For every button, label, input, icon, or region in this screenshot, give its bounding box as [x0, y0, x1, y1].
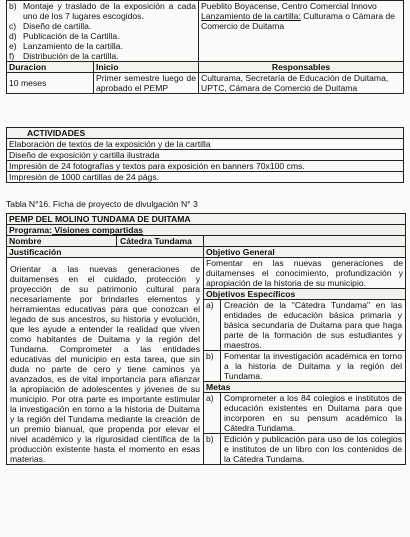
list-item: b) Fomentar la investigación académica en torno a la historia de Duitama y la región del Tundama. [204, 350, 405, 381]
objetivo-general-label: Objetivo General [204, 247, 406, 258]
inicio-value: Primer semestre luego de aprobado el PEMP [94, 73, 199, 94]
responsables-header: Responsables [199, 62, 404, 73]
table-caption: Tabla N°16. Ficha de proyecto de divulgación N° 3 [6, 199, 198, 209]
locations-cell: Pueblito Boyacense, Centro Comercial Innovo Lanzamiento de la cartilla: Culturama o Cámara de Comercio de Duitama [199, 1, 404, 62]
activities-list [9, 1, 196, 61]
list-item: d) Publicación de la Cartilla. [9, 31, 120, 41]
list-item: a) Comprometer a los 84 colegios e institutos de educación existentes en Duitama para que incorporen en su pensum académico la Cátedra Tundama. [206, 393, 402, 433]
activities-title: ACTIVIDADES [7, 128, 404, 139]
table-row: Elaboración de textos de la exposición y de la cartilla [7, 139, 404, 150]
justificacion-label: Justificación [7, 247, 204, 258]
table-row: Diseño de exposición y cartilla ilustrada [7, 150, 404, 161]
launch-location: Lanzamiento de la cartilla: Culturama o Cámara de Comercio de Duitama [201, 11, 395, 31]
table-row: Impresión de 1000 cartillas de 24 págs. [7, 172, 404, 183]
duracion-header: Duracion [7, 62, 94, 73]
list-item: a) Creación de la "Cátedra Tundama" en las entidades de educación básica primaria y básica secundaria de Duitama para que haga parte de la formación de sus estudiantes y maestros. [206, 300, 402, 350]
list-item: b) Edición y publicación para uso de los colegios e institutos de un libro con los contenidos de la Cátedra Tundama. [204, 433, 405, 464]
project-table-continuation [6, 0, 404, 94]
activities-list-cell [7, 1, 199, 62]
list-item: c) Diseño de cartilla. [9, 21, 92, 31]
table-row: Impresión de 24 fotografías y textos para exposición en banners 70x100 cms. [7, 161, 404, 172]
card-title: PEMP DEL MOLINO TUNDAMA DE DUITAMA [7, 214, 406, 225]
nombre-value: Cátedra Tundama [120, 236, 192, 246]
project-card-table [6, 213, 406, 465]
objetivo-general-text: Fomentar en las nuevas generaciones de duitamenses el conocimiento, profundización y apropiación de la historia de su municipio. [204, 258, 406, 289]
metas-label: Metas [204, 382, 406, 393]
list-item: b) Montaje y traslado de la exposición a cada uno de los 7 lugares escogidos. [9, 1, 196, 21]
inicio-header: Inicio [94, 62, 199, 73]
justificacion-text: Orientar a las nuevas generaciones de duitamenses en el cuidado, protección y proyección de su patrimonio cultural para necesariamente por brindarles elementos y herramientas educativas para que conozcan el legado de sus ancestros, su historia y evolución, que les ayude a entender la realidad que viven como habitantes de Duitama y la región del Tundama. Comprometer a las entidades educativas del municipio en esta tarea, que sin duda no parte de cero y tiene caminos ya avanzados, es de vital importancia para afianzar la apropiación de adolescentes y jóvenes de su municipio. Por otra parte es importante estimular la investigación en torno a la historia de Duitama y la región del Tundama mediante la creación de un premio bianual, que propenda por elevar el nivel académico y la rigurosidad científica de la producción existente hasta el momento en esas materias. [7, 258, 204, 465]
nombre-cell [7, 236, 204, 247]
programa-row: Programa: Visiones compartidas [7, 225, 406, 236]
responsables-value: Culturama, Secretaría de Educación de Duitama, UPTC, Cámara de Comercio de Duitama [199, 73, 404, 94]
objetivos-especificos-label: Objetivos Específicos [204, 289, 406, 300]
metas-list [204, 393, 406, 465]
list-item: f) Distribución de la cartilla. [9, 51, 119, 61]
activities-table [6, 127, 404, 183]
nombre-label: Nombre [7, 236, 117, 246]
duracion-value: 10 meses [7, 73, 94, 94]
list-item: e) Lanzamiento de la cartilla. [9, 41, 123, 51]
objetivos-especificos-list [204, 300, 406, 382]
